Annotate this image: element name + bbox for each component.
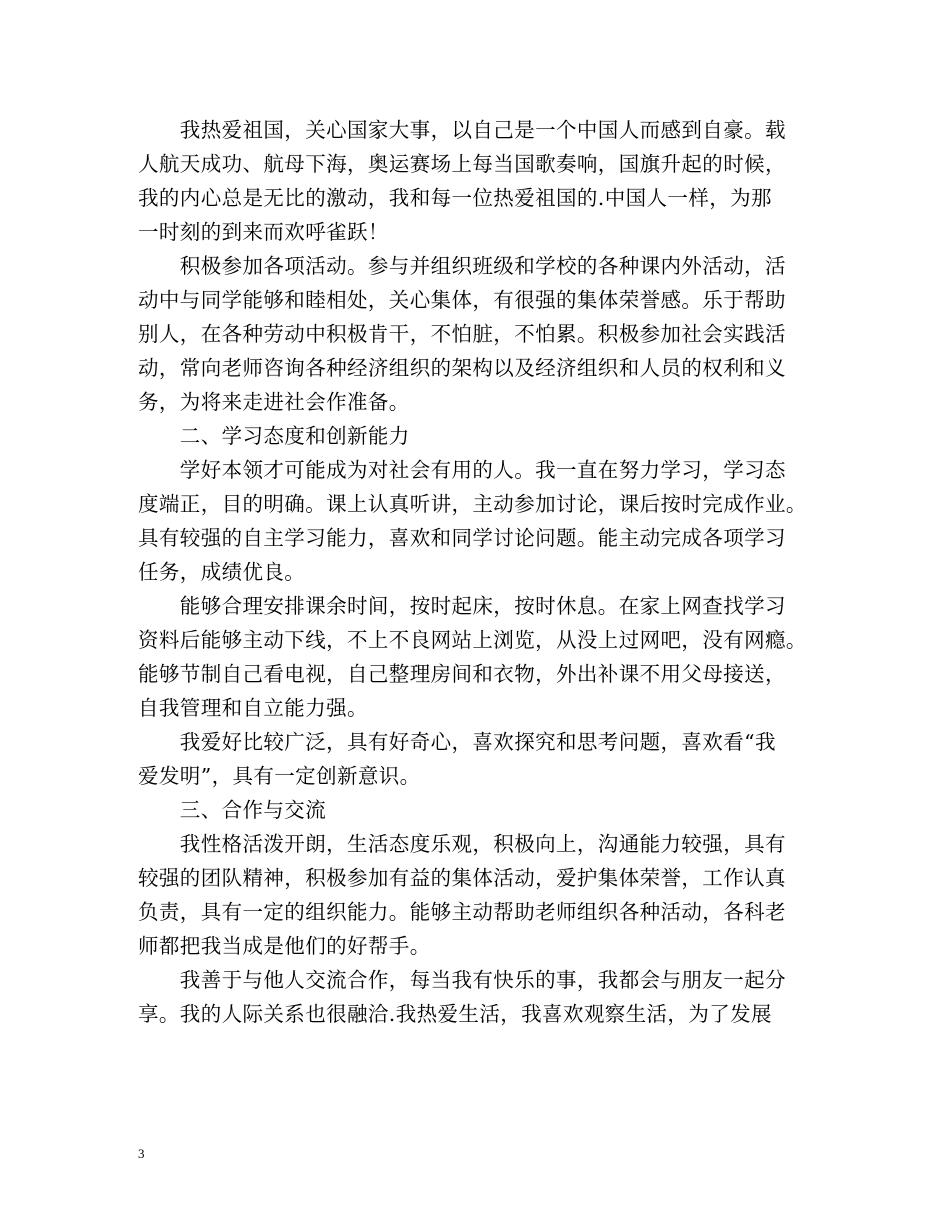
- text-line: 度端正，目的明确。课上认真听讲，主动参加讨论，课后按时完成作业。: [138, 492, 807, 516]
- text-line: 务，为将来走进社会作准备。: [138, 390, 410, 414]
- text-line: 任务，成绩优良。: [138, 560, 306, 584]
- text-line: 我爱好比较广泛，具有好奇心，喜欢探究和思考问题，喜欢看“我: [138, 730, 776, 754]
- text-line: 别人，在各种劳动中积极肯干，不怕脏，不怕累。积极参加社会实践活: [138, 322, 786, 346]
- text-line: 能够合理安排课余时间，按时起床，按时休息。在家上网查找学习: [138, 594, 786, 618]
- text-line: 动中与同学能够和睦相处，关心集体，有很强的集体荣誉感。乐于帮助: [138, 288, 786, 312]
- text-line: 能够节制自己看电视，自己整理房间和衣物，外出补课不用父母接送，: [138, 662, 786, 686]
- text-line: 负责，具有一定的组织能力。能够主动帮助老师组织各种活动，各科老: [138, 900, 786, 924]
- text-line: 我的内心总是无比的激动，我和每一位热爱祖国的.中国人一样，为那: [138, 186, 772, 210]
- text-line: 我性格活泼开朗，生活态度乐观，积极向上，沟通能力较强，具有: [138, 832, 786, 856]
- text-line: 我热爱祖国，关心国家大事，以自己是一个中国人而感到自豪。载: [138, 118, 786, 142]
- section-heading: 二、学习态度和创新能力: [138, 424, 410, 448]
- text-line: 人航天成功、航母下海，奥运赛场上每当国歌奏响，国旗升起的时候，: [138, 152, 786, 176]
- text-line: 师都把我当成是他们的好帮手。: [138, 934, 431, 958]
- text-line: 动，常向老师咨询各种经济组织的架构以及经济组织和人员的权利和义: [138, 356, 786, 380]
- page-number: 3: [138, 1146, 145, 1161]
- text-line: 积极参加各项活动。参与并组织班级和学校的各种课内外活动，活: [138, 254, 786, 278]
- text-line: 我善于与他人交流合作，每当我有快乐的事，我都会与朋友一起分: [138, 968, 786, 992]
- text-line: 较强的团队精神，积极参加有益的集体活动，爱护集体荣誉，工作认真: [138, 866, 786, 890]
- section-heading: 三、合作与交流: [138, 798, 327, 822]
- text-line: 一时刻的到来而欢呼雀跃！: [138, 220, 389, 244]
- text-line: 学好本领才可能成为对社会有用的人。我一直在努力学习，学习态: [138, 458, 786, 482]
- text-line: 自我管理和自立能力强。: [138, 696, 368, 720]
- text-line: 享。我的人际关系也很融洽.我热爱生活，我喜欢观察生活，为了发展: [138, 1002, 772, 1026]
- text-line: 爱发明”，具有一定创新意识。: [138, 764, 421, 788]
- text-line: 资料后能够主动下线，不上不良网站上浏览，从没上过网吧，没有网瘾。: [138, 628, 807, 652]
- text-line: 具有较强的自主学习能力，喜欢和同学讨论问题。能主动完成各项学习: [138, 526, 786, 550]
